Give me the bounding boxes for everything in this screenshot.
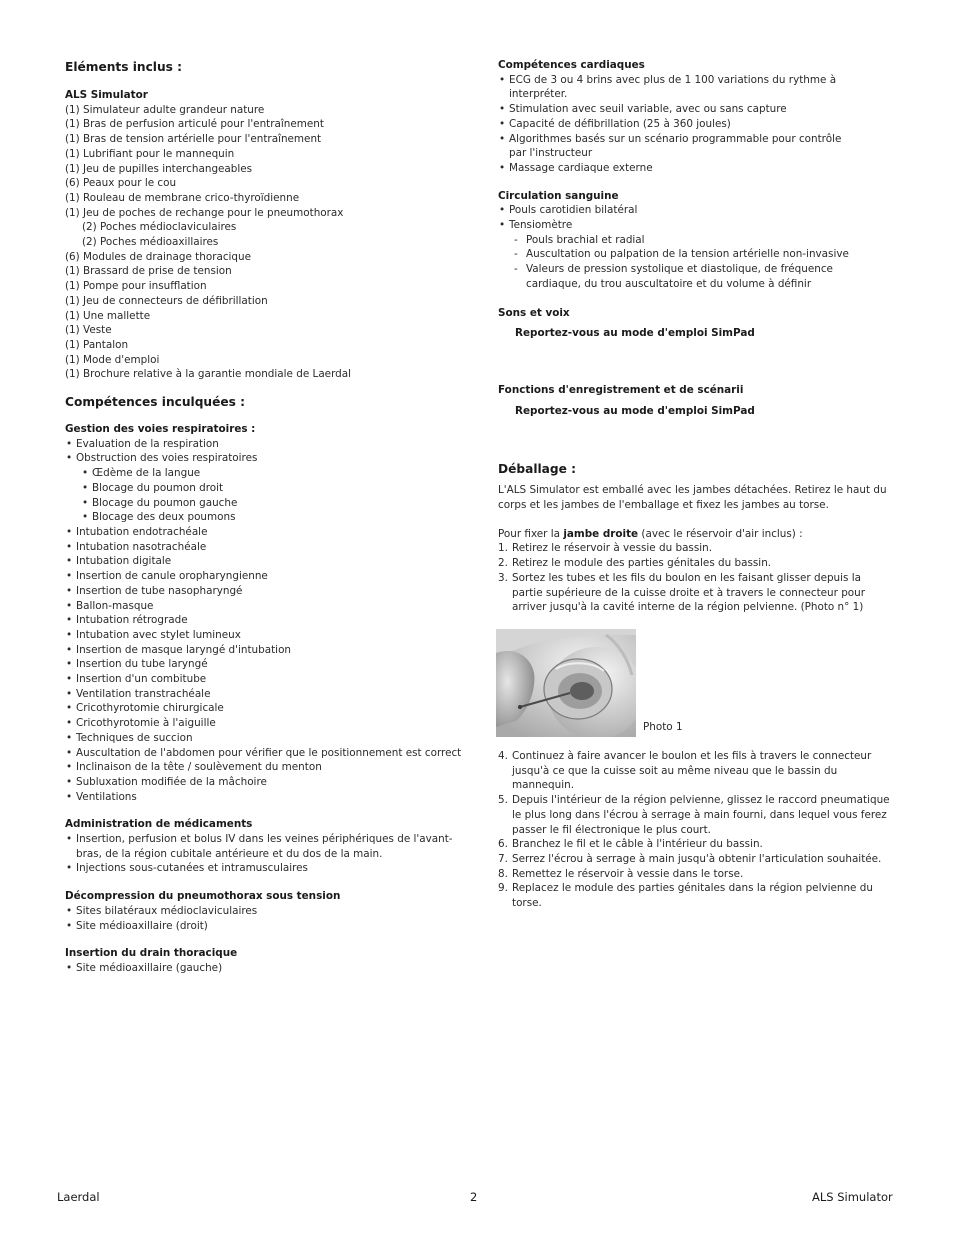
list-item: • Techniques de succion [65, 731, 465, 746]
record-heading: Fonctions d'enregistrement et de scénarii [498, 383, 744, 396]
step-item [498, 749, 890, 793]
list-item: • Inclinaison de la tête / soulèvement du menton [65, 760, 465, 775]
list-item: (1) Bras de perfusion articulé pour l'entraînement [65, 118, 324, 131]
included-list [65, 103, 465, 382]
step-text: Replacez le module des parties génitales dans la région pelvienne du torse. [512, 882, 873, 910]
step-text: Depuis l'intérieur de la région pelvienne, glissez le raccord pneumatique le plus long dans l'écrou à serrage à main fourni, dans lequel vous ferez passer le fil électronique le plus court. [512, 794, 890, 836]
step-text: Remettez le réservoir à vessie dans le torse. [512, 867, 744, 880]
list-item: • Site médioaxillaire (droit) [65, 919, 465, 934]
record-text: Reportez-vous au mode d'emploi SimPad [515, 404, 755, 417]
included-heading: Eléments inclus : [65, 60, 183, 74]
list-item: (1) Bras de tension artérielle pour l'entraînement [65, 133, 322, 146]
steps-list-a [498, 541, 890, 615]
list-item: • Capacité de défibrillation (25 à 360 joules) [498, 117, 890, 132]
step-text: Retirez le module des parties génitales du bassin. [512, 557, 772, 570]
list-item: (1) Simulateur adulte grandeur nature [65, 103, 265, 116]
step-number: 6. [498, 838, 508, 851]
list-item: • Insertion, perfusion et bolus IV dans les veines périphériques de l'avant-bras, de la région cubitale antérieure et du dos de la main. [65, 832, 465, 861]
list-item: • Intubation rétrograde [65, 613, 465, 628]
step-text: Retirez le réservoir à vessie du bassin. [512, 542, 713, 555]
step-item [498, 852, 890, 867]
circulation-heading: Circulation sanguine [498, 189, 619, 202]
sub-list-item: • Blocage du poumon gauche [65, 496, 465, 511]
step-number: 7. [498, 852, 508, 865]
chest-heading: Insertion du drain thoracique [65, 947, 238, 960]
step-text: Branchez le fil et le câble à l'intérieur du bassin. [512, 838, 763, 851]
step-text: Continuez à faire avancer le boulon et les fils à travers le connecteur jusqu'à ce que la cuisse soit au même niveau que le bassin du mannequin. [512, 749, 872, 792]
list-item: • Ventilations [65, 790, 465, 805]
circulation-list [498, 203, 890, 291]
list-item: • Obstruction des voies respiratoires [65, 451, 465, 466]
chest-list [65, 961, 465, 976]
list-item: • Stimulation avec seuil variable, avec ou sans capture [498, 102, 890, 117]
sub-list-item: • Blocage des deux poumons [65, 510, 465, 525]
list-item: (6) Peaux pour le cou [65, 177, 177, 190]
right-leg-intro [498, 527, 890, 542]
list-item: • Sites bilatéraux médioclaviculaires [65, 904, 465, 919]
left-column [65, 58, 465, 976]
list-item: (1) Brochure relative à la garantie mondiale de Laerdal [65, 368, 352, 381]
skills-heading: Compétences inculquées : [65, 395, 245, 410]
step-number: 1. [498, 542, 508, 555]
step-item [498, 867, 890, 882]
sound-heading: Sons et voix [498, 306, 570, 319]
decomp-heading: Décompression du pneumothorax sous tension [65, 890, 341, 903]
footer-left: Laerdal [57, 1190, 100, 1204]
step-number: 2. [498, 557, 508, 570]
photo-caption: Photo 1 [643, 720, 683, 733]
list-item: (1) Veste [65, 324, 112, 337]
leg-connector-photo [496, 629, 636, 737]
list-item: • Algorithmes basés sur un scénario programmable pour contrôle par l'instructeur [498, 132, 890, 161]
list-item: (1) Lubrifiant pour le mannequin [65, 147, 235, 160]
list-item: • Insertion de masque laryngé d'intubation [65, 643, 465, 658]
right-leg-pre: Pour fixer la [498, 527, 564, 540]
step-item [498, 571, 890, 615]
right-leg-bold: jambe droite [563, 527, 639, 540]
sub-list-item: (2) Poches médioaxillaires [82, 236, 219, 249]
step-item [498, 837, 890, 852]
decomp-list [65, 904, 465, 933]
unpack-heading: Déballage : [498, 462, 577, 477]
sound-text: Reportez-vous au mode d'emploi SimPad [515, 327, 755, 340]
unpack-intro: L'ALS Simulator est emballé avec les jambes détachées. Retirez le haut du corps et les jambes de l'emballage et fixez les jambes au torse. [498, 484, 887, 512]
cardiac-heading: Compétences cardiaques [498, 59, 645, 71]
sub-list-item: - Pouls brachial et radial [498, 233, 890, 248]
sub-list-item: (2) Poches médioclaviculaires [82, 221, 237, 234]
list-item: • Auscultation de l'abdomen pour vérifier que le positionnement est correct [65, 746, 465, 761]
step-item [498, 541, 890, 556]
cardiac-list [498, 73, 890, 176]
page-number: 2 [470, 1190, 478, 1204]
right-leg-post: (avec le réservoir d'air inclus) : [638, 527, 803, 540]
list-item: (1) Jeu de poches de rechange pour le pneumothorax [65, 206, 344, 219]
meds-list [65, 832, 465, 876]
list-item: (1) Jeu de pupilles interchangeables [65, 162, 253, 175]
sub-list-item: - Valeurs de pression systolique et diastolique, de fréquence cardiaque, du trou auscultatoire et du volume à définir [498, 262, 890, 291]
list-item: • Insertion de canule oropharyngienne [65, 569, 465, 584]
step-number: 8. [498, 867, 508, 880]
step-number: 9. [498, 882, 508, 895]
sub-list-item: - Auscultation ou palpation de la tension artérielle non-invasive [498, 247, 890, 262]
steps-list-b [498, 749, 890, 911]
list-item: • Subluxation modifiée de la mâchoire [65, 775, 465, 790]
list-item: • Tensiomètre [498, 218, 890, 233]
footer-right: ALS Simulator [812, 1190, 893, 1204]
list-item: (1) Mode d'emploi [65, 353, 160, 366]
sub-list-item: • Blocage du poumon droit [65, 481, 465, 496]
step-number: 5. [498, 794, 508, 807]
step-number: 4. [498, 749, 508, 762]
product-name: ALS Simulator [65, 89, 148, 101]
list-item: • Ventilation transtrachéale [65, 687, 465, 702]
sub-list-item: • Œdème de la langue [65, 466, 465, 481]
list-item: • Massage cardiaque externe [498, 161, 890, 176]
list-item: (1) Rouleau de membrane crico-thyroïdienne [65, 191, 300, 204]
list-item: • Intubation digitale [65, 554, 465, 569]
step-item [498, 556, 890, 571]
photo-1 [498, 629, 890, 737]
list-item: • Injections sous-cutanées et intramusculaires [65, 861, 465, 876]
list-item: • ECG de 3 ou 4 brins avec plus de 1 100 variations du rythme à interpréter. [498, 73, 890, 102]
list-item: • Site médioaxillaire (gauche) [65, 961, 465, 976]
list-item: • Cricothyrotomie chirurgicale [65, 701, 465, 716]
step-item [498, 881, 890, 910]
list-item: • Intubation endotrachéale [65, 525, 465, 540]
right-column [498, 58, 890, 911]
list-item: • Intubation avec stylet lumineux [65, 628, 465, 643]
step-item [498, 793, 890, 837]
list-item: • Evaluation de la respiration [65, 437, 465, 452]
list-item: (1) Pompe pour insufflation [65, 280, 207, 293]
meds-heading: Administration de médicaments [65, 818, 253, 831]
list-item: (1) Jeu de connecteurs de défibrillation [65, 294, 268, 307]
list-item: (6) Modules de drainage thoracique [65, 250, 252, 263]
list-item: • Insertion d'un combitube [65, 672, 465, 687]
airway-list [65, 437, 465, 805]
list-item: (1) Brassard de prise de tension [65, 265, 232, 278]
list-item: • Insertion de tube nasopharyngé [65, 584, 465, 599]
list-item: • Pouls carotidien bilatéral [498, 203, 890, 218]
list-item: (1) Une mallette [65, 309, 151, 322]
list-item: • Intubation nasotrachéale [65, 540, 465, 555]
airway-heading: Gestion des voies respiratoires : [65, 423, 256, 436]
list-item: • Ballon-masque [65, 599, 465, 614]
step-text: Sortez les tubes et les fils du boulon en les faisant glisser depuis la partie supérieure de la cuisse droite et à travers le connecteur pour arriver jusqu'à la cavité interne de la région pelvienne. (Photo n° 1) [512, 571, 866, 614]
step-text: Serrez l'écrou à serrage à main jusqu'à obtenir l'articulation souhaitée. [512, 852, 882, 865]
list-item: • Insertion du tube laryngé [65, 657, 465, 672]
step-number: 3. [498, 571, 508, 584]
list-item: (1) Pantalon [65, 338, 129, 351]
list-item: • Cricothyrotomie à l'aiguille [65, 716, 465, 731]
